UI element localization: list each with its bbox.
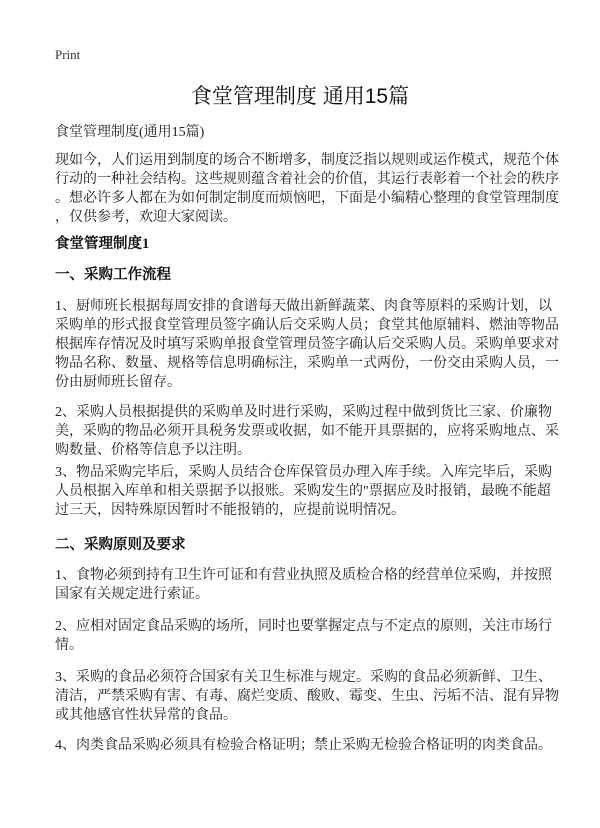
text-line: 份由厨师班长留存。 (55, 375, 181, 390)
paragraph (55, 463, 555, 520)
paragraph (55, 617, 555, 655)
text-line: 美，采购的物品必须开具税务发票或收据，如不能开具票据的，应将采购地点、采 (55, 424, 559, 439)
paragraph (55, 668, 559, 725)
text-line: 。想必许多人都在为如何制定制度而烦恼吧，下面是小编精心整理的食堂管理制度 (55, 191, 559, 206)
text-line: 3、物品采购完毕后，采购人员结合仓库保管员办理入库手续。入库完毕后，采购 (55, 465, 552, 480)
text-line: 情。 (55, 638, 83, 653)
section-heading: 二、采购原则及要求 (55, 537, 186, 553)
text-line: ，仅供参考，欢迎大家阅读。 (55, 210, 237, 225)
subtitle: 食堂管理制度(通用15篇) (55, 125, 205, 140)
text-line: 2、应相对固定食品采购的场所，同时也要掌握定点与不定点的原则，关注市场行 (55, 619, 552, 634)
text-line: 国家有关规定进行索证。 (55, 587, 209, 602)
text-line: 1、厨师班长根据每周安排的食谱每天做出新鲜蔬菜、肉食等原料的采购计划，以 (55, 299, 552, 314)
text-line: 2、采购人员根据提供的采购单及时进行采购，采购过程中做到货比三家、价廉物 (55, 405, 552, 420)
text-line: 采购单的形式报食堂管理员签字确认后交采购人员；食堂其他原辅料、燃油等物品 (55, 318, 559, 333)
text-line: 物品名称、数量、规格等信息明确标注，采购单一式两份，一份交由采购人员，一 (55, 356, 559, 371)
paragraph (55, 297, 559, 392)
text-line: 行动的一种社会结构。这些规则蕴含着社会的价值，其运行表彰着一个社会的秩序 (55, 172, 559, 187)
text-line: 1、食物必须到持有卫生许可证和有营业执照及质检合格的经营单位采购，并按照 (55, 568, 552, 583)
text-line: 过三天，因特殊原因暂时不能报销的，应提前说明情况。 (55, 503, 405, 518)
text-line: 购数量、价格等信息予以注明。 (55, 443, 251, 458)
text-line: 根据库存情况及时填写采购单报食堂管理员签字确认后交采购人员。采购单要求对 (55, 337, 559, 352)
doc-heading: 食堂管理制度1 (55, 236, 150, 252)
text-line: 或其他感官性状异常的食品。 (55, 708, 237, 723)
text-line: 现如今，人们运用到制度的场合不断增多，制度泛指以规则或运作模式，规范个体 (55, 153, 559, 168)
text-line: 3、采购的食品必须符合国家有关卫生标准与规定。采购的食品必须新鲜、卫生、 (55, 670, 552, 685)
text-line: 人员根据入库单和相关票据予以报账。采购发生的"票据应及时报销，最晚不能超 (55, 484, 551, 499)
paragraph (55, 736, 555, 755)
text-line: 清洁，严禁采购有害、有毒、腐烂变质、酸败、霉变、生虫、污垢不洁、混有异物 (55, 689, 559, 704)
text-line: 4、肉类食品采购必须具有检验合格证明；禁止采购无检验合格证明的肉类食品。 (55, 738, 552, 753)
page-title: 食堂管理制度 通用15篇 (190, 85, 410, 108)
print-link[interactable]: Print (55, 47, 81, 62)
paragraph (55, 403, 559, 460)
intro-paragraph (55, 151, 559, 227)
section-heading: 一、采购工作流程 (55, 267, 171, 283)
paragraph (55, 566, 555, 604)
